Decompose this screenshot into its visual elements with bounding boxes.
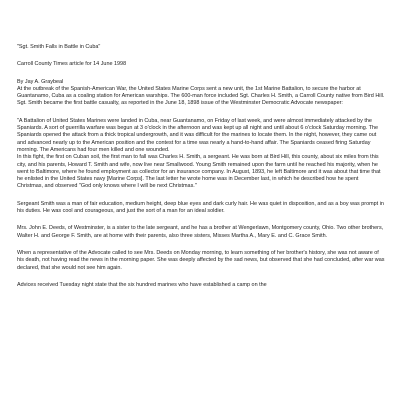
quote-paragraph-2: In this fight, the first on Cuban soil, the first man to fall was Charles H. Smith, a sergeant. He was born at Bird Hill, this county, about six miles from this city, and his parents, Howard T. Smith and wife, now live near Smallwood. Young Smith remained upon the farm until he reached his majority, when he went to Baltimore, where he found employment as collector for an insurance company. In August, 1893, he left Baltimore and it was about that time that he enlisted in the United States navy [Marine Corps]. The last letter he wrote home was in December last, in which he described how he spent Christmas, and observed "God only knows where I will be next Christmas." — [17, 154, 381, 190]
paragraph-deeds: Mrs. John E. Deeds, of Westminster, is a sister to the late sergeant, and he has a brother at Wengerlawn, Montgomery county, Ohio. Two other brothers, Walter H. and George F. Smith, are at home with their parents, also three sisters, Misses Martha A., Mary E. and C. Grace Smith. — [17, 225, 384, 239]
article-document — [17, 44, 385, 400]
article-byline: By Jay A. Graybeal — [17, 78, 64, 85]
article-title: "Sgt. Smith Falls in Battle in Cuba" — [17, 44, 101, 50]
quote-paragraph-1: "A Battalion of United States Marines were landed in Cuba, near Guantanamo, on Friday of last week, and were almost immediately attacked by the Spaniards. A sort of guerrilla warfare was begun at 3 o'clock in the afternoon and was kept up all night and until about 6 o'clock Saturday morning. The Spaniards opened the attack from a thick tropical undergrowth, and it was difficult for the marines to locate them. In the night, however, they came out and advanced nearly up to the American position and the contest for a time was nearly a hand-to-hand affair. The Spaniards ceased firing Saturday morning. The Americans had four men killed and one wounded. — [17, 117, 379, 153]
paragraph-representative: When a representative of the Advocate called to see Mrs. Deeds on Monday morning, to learn something of her brother's history, she was not aware of his death, not having read the news in the morning paper. She was deeply affected by the sad news, but observed that she had concluded, after war was declared, that she would not see him again. — [17, 249, 385, 271]
article-intro: At the outbreak of the Spanish-American War, the United States Marine Corps sent a new unit, the 1st Marine Battalion, to secure the harbor at Guantanamo, Cuba as a coaling station for American warships. The 600-man force included Sgt. Charles H. Smith, a Carroll County native from Bird Hill. Sgt. Smith became the first battle casualty, as reported in the June 18, 1898 issue of the Westminster Democratic Advocate newspaper: — [17, 85, 385, 107]
paragraph-advices: Advices received Tuesday night state that the six hundred marines who have established a camp on the — [17, 281, 267, 288]
paragraph-sergeant: Sergeant Smith was a man of fair education, medium height, deep blue eyes and dark curly hair. He was quiet in disposition, and as a boy was prompt in his duties. He was cool and courageous, and just the sort of a man for an ideal soldier. — [17, 200, 384, 215]
article-source: Carroll County Times article for 14 June 1998 — [17, 61, 127, 68]
